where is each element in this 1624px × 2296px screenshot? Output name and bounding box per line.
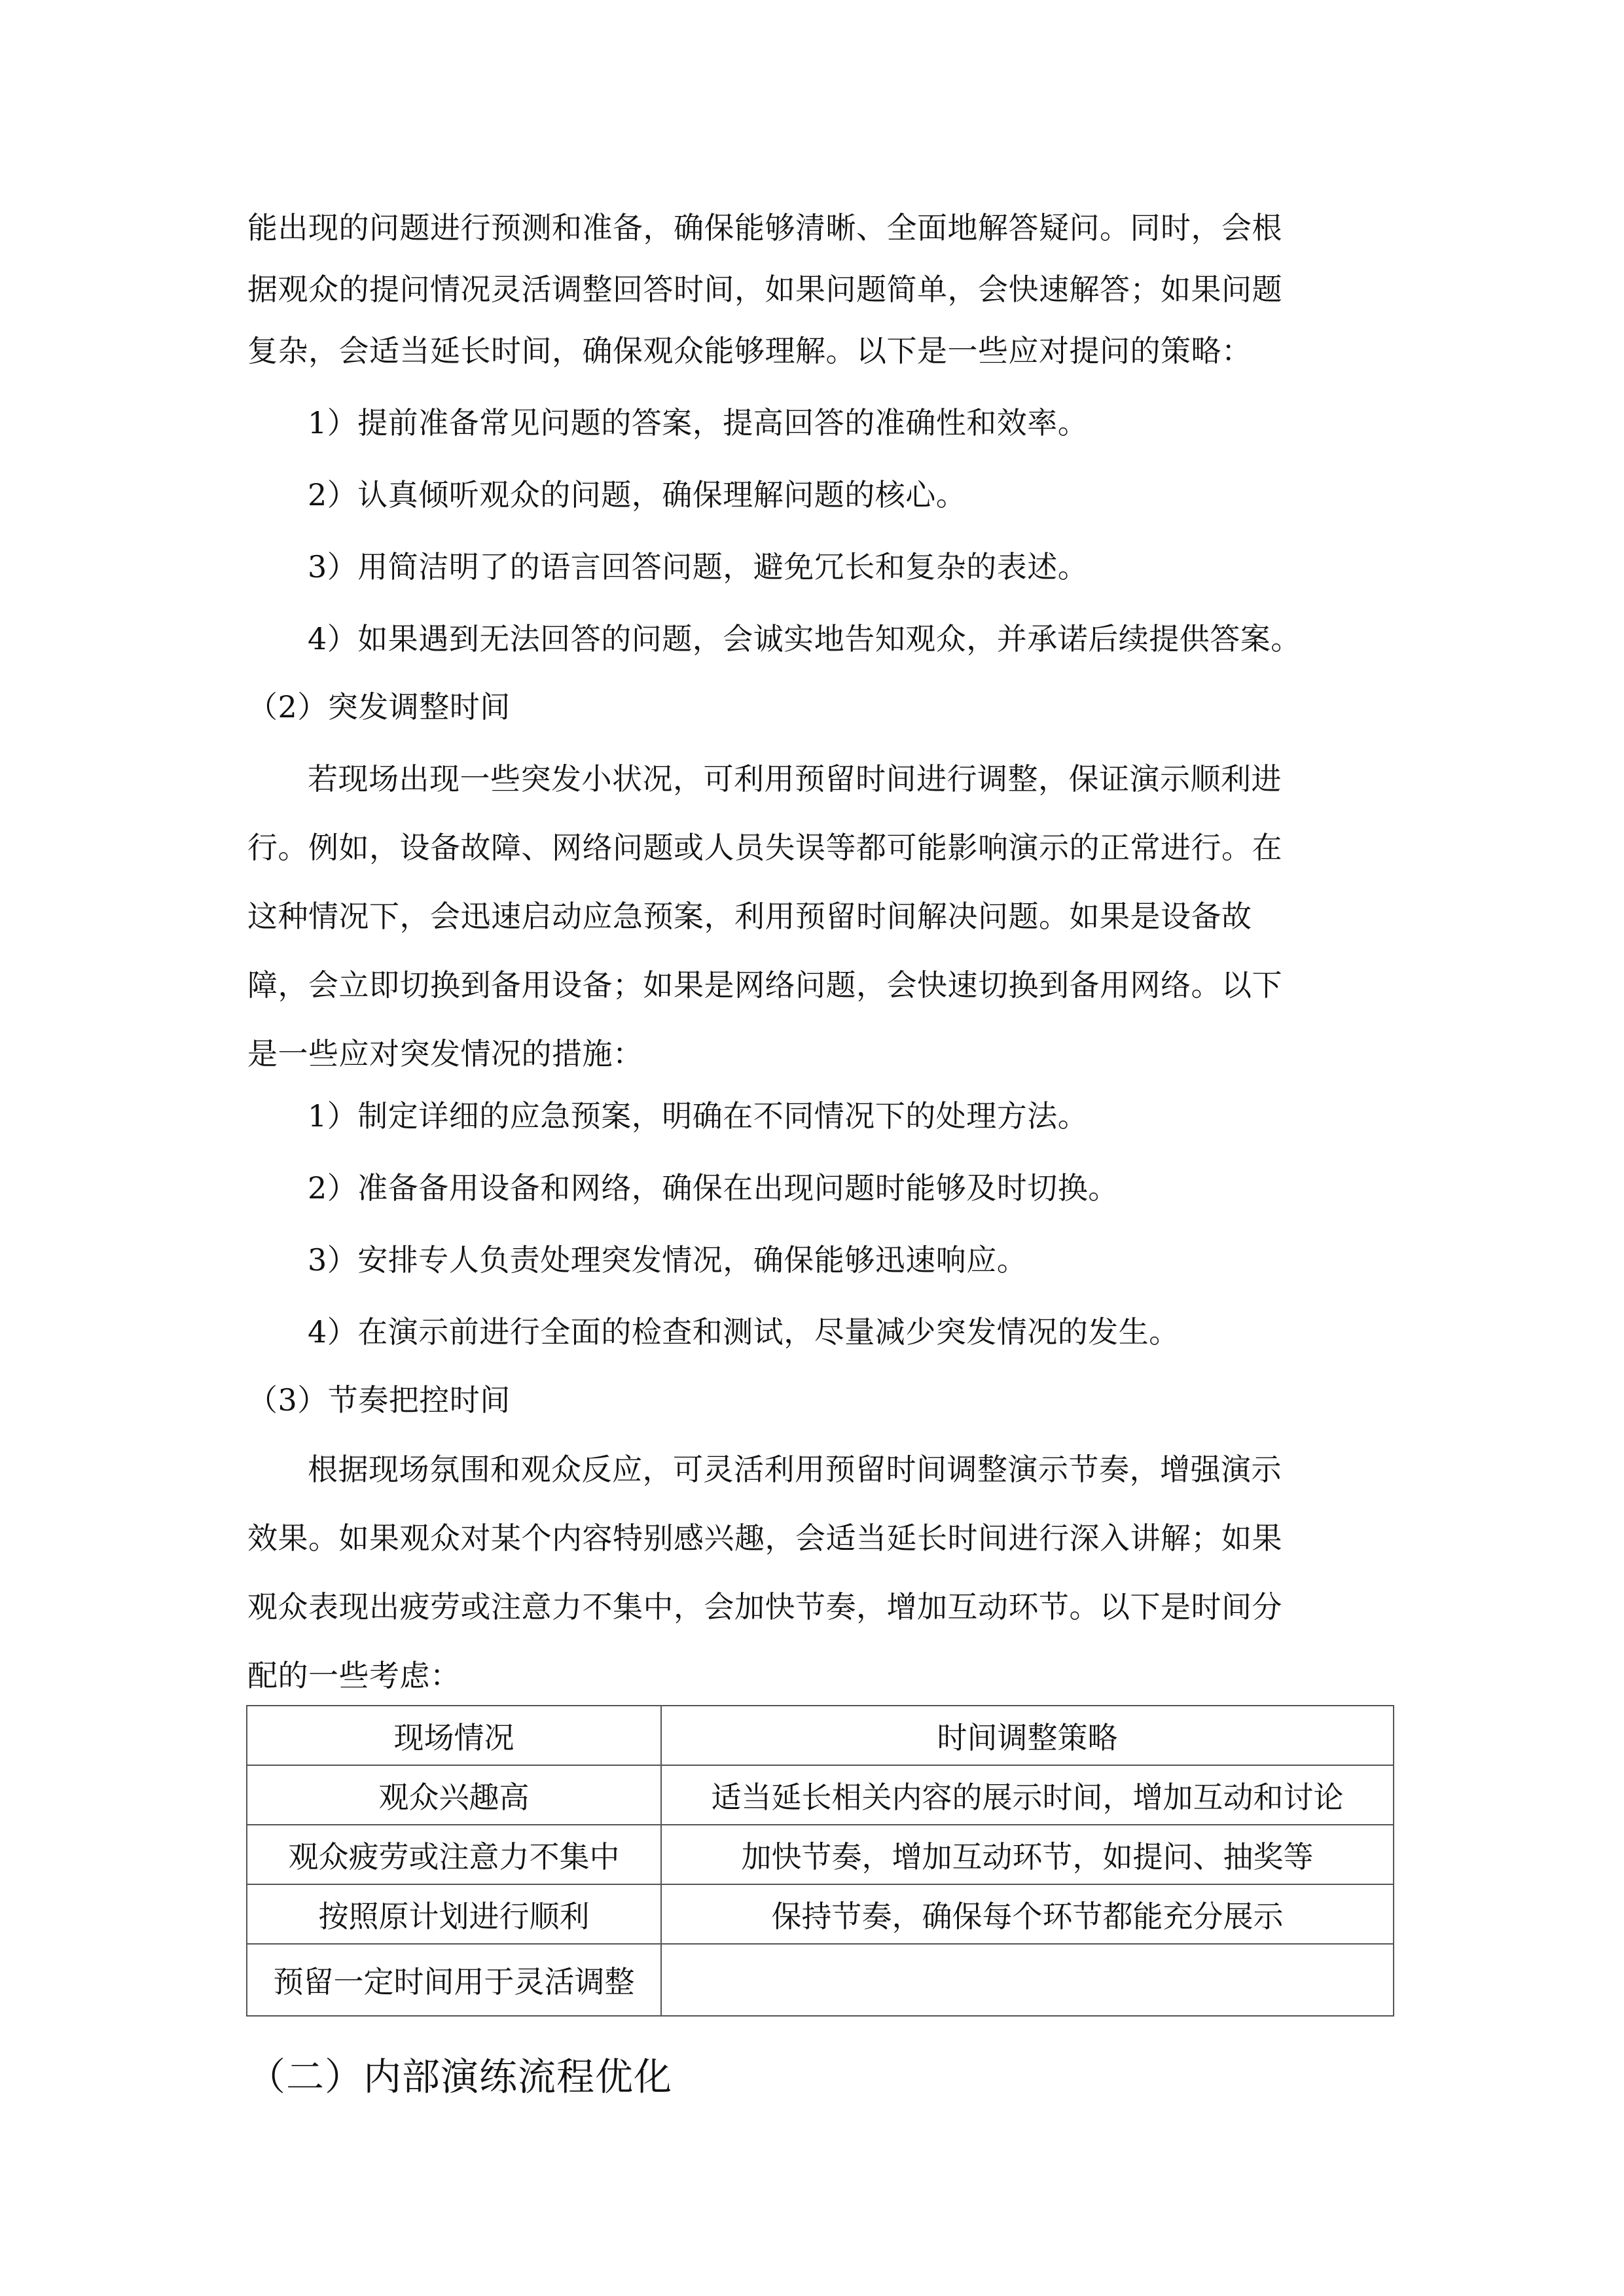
table-header-cell: 时间调整策略	[661, 1706, 1394, 1765]
list-item: 1）提前准备常见问题的答案，提高回答的准确性和效率。	[308, 405, 1089, 440]
list-item: 2）准备备用设备和网络，确保在出现问题时能够及时切换。	[308, 1170, 1119, 1206]
table-cell: 加快节奏，增加互动环节，如提问、抽奖等	[661, 1825, 1394, 1884]
list-item: 2）认真倾听观众的问题，确保理解问题的核心。	[308, 477, 967, 512]
table-cell: 观众疲劳或注意力不集中	[247, 1825, 661, 1884]
table-header-cell: 现场情况	[247, 1706, 661, 1765]
paragraph-line: 据观众的提问情况灵活调整回答时间，如果问题简单，会快速解答；如果问题	[247, 272, 1282, 307]
paragraph-line: 是一些应对突发情况的措施：	[247, 1036, 643, 1071]
paragraph-line: 配的一些考虑：	[247, 1658, 461, 1693]
table-row	[247, 1765, 1394, 1825]
table-cell: 按照原计划进行顺利	[247, 1884, 661, 1944]
table-cell: 保持节奏，确保每个环节都能充分展示	[661, 1884, 1394, 1944]
paragraph-line: 根据现场氛围和观众反应，可灵活利用预留时间调整演示节奏，增强演示	[308, 1452, 1282, 1487]
subsection-heading: （3）节奏把控时间	[247, 1382, 511, 1418]
paragraph-line: 障，会立即切换到备用设备；如果是网络问题，会快速切换到备用网络。以下	[247, 967, 1282, 1003]
table-header-row	[247, 1706, 1394, 1765]
time-adjustment-table	[246, 1705, 1394, 2017]
paragraph-line: 这种情况下，会迅速启动应急预案，利用预留时间解决问题。如果是设备故	[247, 899, 1252, 934]
list-item: 4）在演示前进行全面的检查和测试，尽量减少突发情况的发生。	[308, 1314, 1180, 1350]
paragraph-line: 复杂，会适当延长时间，确保观众能够理解。以下是一些应对提问的策略：	[247, 333, 1252, 368]
table-cell: 观众兴趣高	[247, 1765, 661, 1825]
table-cell: 适当延长相关内容的展示时间，增加互动和讨论	[661, 1765, 1394, 1825]
table-row	[247, 1884, 1394, 1944]
list-item: 1）制定详细的应急预案，明确在不同情况下的处理方法。	[308, 1098, 1089, 1134]
list-item: 3）用简洁明了的语言回答问题，避免冗长和复杂的表述。	[308, 549, 1089, 584]
paragraph-line: 能出现的问题进行预测和准备，确保能够清晰、全面地解答疑问。同时，会根	[247, 210, 1282, 245]
list-item: 3）安排专人负责处理突发情况，确保能够迅速响应。	[308, 1242, 1028, 1278]
paragraph-line: 若现场出现一些突发小状况，可利用预留时间进行调整，保证演示顺利进	[308, 761, 1282, 797]
paragraph-line: 行。例如，设备故障、网络问题或人员失误等都可能影响演示的正常进行。在	[247, 830, 1282, 865]
table-cell	[661, 1944, 1394, 2016]
list-item: 4）如果遇到无法回答的问题，会诚实地告知观众，并承诺后续提供答案。	[308, 621, 1301, 656]
paragraph-line: 观众表现出疲劳或注意力不集中，会加快节奏，增加互动环节。以下是时间分	[247, 1589, 1282, 1624]
section-title: （二）内部演练流程优化	[247, 2054, 673, 2099]
table-cell: 预留一定时间用于灵活调整	[247, 1944, 661, 2016]
subsection-heading: （2）突发调整时间	[247, 689, 511, 725]
paragraph-line: 效果。如果观众对某个内容特别感兴趣，会适当延长时间进行深入讲解；如果	[247, 1520, 1282, 1556]
table-row	[247, 1944, 1394, 2016]
table-row	[247, 1825, 1394, 1884]
